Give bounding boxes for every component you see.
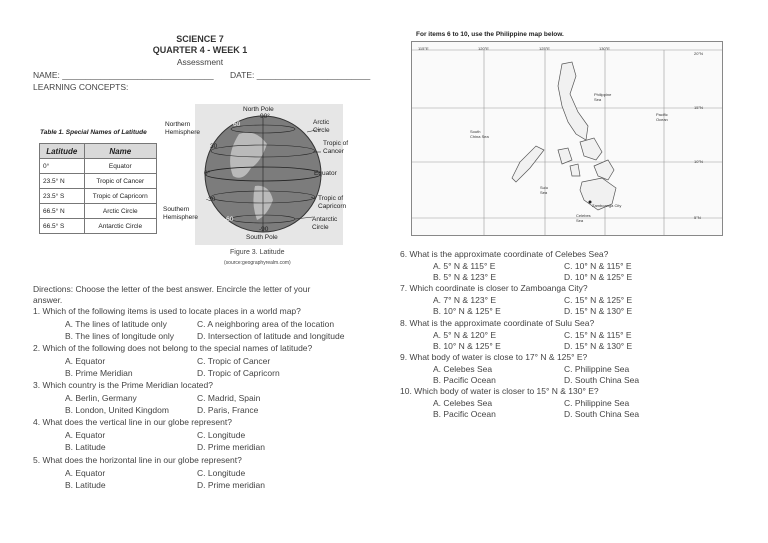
q6-option-d[interactable]: D. 10° N & 125° E (564, 272, 633, 282)
question-5: 5. What does the horizontal line in our globe represent? (33, 455, 242, 465)
q2-option-c[interactable]: C. Tropic of Cancer (197, 356, 271, 366)
table-row (40, 189, 157, 204)
table-row (40, 159, 157, 174)
questions-left (33, 306, 373, 496)
latitude-table (39, 143, 157, 234)
tropic-of-capricorn-label: Tropic of Capricorn (318, 195, 347, 210)
question-9: 9. What body of water is close to 17° N & 125° E? (400, 352, 588, 362)
table-cell: Arctic Circle (84, 204, 156, 219)
table-cell: Tropic of Capricorn (84, 189, 156, 204)
q8-option-c[interactable]: C. 15° N & 115° E (564, 330, 632, 340)
q9-option-b[interactable]: B. Pacific Ocean (433, 375, 496, 385)
degree-60-label: 60 (233, 121, 241, 128)
q10-option-d[interactable]: D. South China Sea (564, 409, 640, 419)
table-caption: Table 1. Special Names of Latitude (40, 129, 147, 136)
celebes-sea-label: Celebes Sea (576, 213, 591, 223)
q1-option-d[interactable]: D. Intersection of latitude and longitude (197, 331, 345, 341)
q1-option-a[interactable]: A. The lines of latitude only (65, 319, 167, 329)
north-degree-label: 90° (260, 113, 270, 120)
q4-option-d[interactable]: D. Prime meridian (197, 442, 266, 452)
table-row (40, 219, 157, 234)
north-pole-label: North Pole (243, 106, 274, 113)
q10-option-a[interactable]: A. Celebes Sea (433, 398, 493, 408)
table-cell: Equator (84, 159, 156, 174)
degree-30-label: 30 (210, 143, 218, 150)
q7-option-d[interactable]: D. 15° N & 130° E (564, 306, 633, 316)
sulu-sea-label: Sulu Sea (540, 185, 549, 195)
lat-label-10: 10°N (694, 159, 703, 164)
table-header-name: Name (84, 144, 156, 159)
q1-option-c[interactable]: C. A neighboring area of the location (197, 319, 335, 329)
q2-option-d[interactable]: D. Tropic of Capricorn (197, 368, 280, 378)
question-10: 10. Which body of water is closer to 15° N & 130° E? (400, 386, 599, 396)
lon-label-115: 115°E (418, 46, 429, 51)
q9-option-d[interactable]: D. South China Sea (564, 375, 640, 385)
degree-minus-30-label: -30 (206, 196, 216, 203)
lat-label-20: 20°N (694, 51, 703, 56)
q7-option-a[interactable]: A. 7° N & 123° E (433, 295, 497, 305)
pacific-ocean-label: Pacific Ocean (656, 112, 668, 122)
q4-option-b[interactable]: B. Latitude (65, 442, 106, 452)
q7-option-c[interactable]: C. 15° N & 125° E (564, 295, 633, 305)
table-header-latitude: Latitude (40, 144, 85, 159)
tropic-of-cancer-label: Tropic of Cancer (323, 140, 349, 155)
q8-option-d[interactable]: D. 15° N & 130° E (564, 341, 633, 351)
question-7: 7. Which coordinate is closer to Zamboanga City? (400, 283, 588, 293)
question-6: 6. What is the approximate coordinate of Celebes Sea? (400, 249, 609, 259)
q6-option-c[interactable]: C. 10° N & 115° E (564, 261, 632, 271)
figure-source: (source:geographyrealm.com) (224, 260, 291, 266)
table-cell: 0° (40, 159, 85, 174)
q5-option-b[interactable]: B. Latitude (65, 480, 106, 490)
southern-hemisphere-label: Southern Hemisphere (163, 206, 199, 221)
arctic-circle-label: Arctic Circle (313, 119, 330, 134)
table-cell: 23.5° S (40, 189, 85, 204)
q4-option-a[interactable]: A. Equator (65, 430, 106, 440)
antarctic-circle-label: Antarctic Circle (312, 216, 338, 231)
table-row (40, 204, 157, 219)
question-4: 4. What does the vertical line in our globe represent? (33, 417, 232, 427)
q3-option-c[interactable]: C. Madrid, Spain (197, 393, 261, 403)
q5-option-a[interactable]: A. Equator (65, 468, 106, 478)
degree-0-label: 0° (204, 170, 211, 177)
question-2: 2. Which of the following does not belong to the special names of latitude? (33, 343, 313, 353)
degree-minus-60-label: -60 (224, 216, 234, 223)
lat-label-15: 15°N (694, 105, 703, 110)
map-instruction: For items 6 to 10, use the Philippine map below. (416, 31, 564, 38)
philippine-map (411, 41, 723, 236)
q10-option-c[interactable]: C. Philippine Sea (564, 398, 630, 408)
figure-caption: Figure 3. Latitude (230, 249, 285, 256)
northern-hemisphere-label: Northern Hemisphere (165, 121, 201, 136)
lon-label-130: 130°E (599, 46, 610, 51)
q5-option-d[interactable]: D. Prime meridian (197, 480, 266, 490)
name-field[interactable]: NAME: ________________________________ (33, 70, 214, 80)
assessment-label: Assessment (176, 57, 224, 67)
lon-label-125: 125°E (539, 46, 550, 51)
map-graphic (412, 42, 722, 235)
q6-option-a[interactable]: A. 5° N & 115° E (433, 261, 496, 271)
learning-concepts-label: LEARNING CONCEPTS: (33, 82, 129, 92)
q2-option-b[interactable]: B. Prime Meridian (65, 368, 133, 378)
table-cell: 23.5° N (40, 174, 85, 189)
q3-option-d[interactable]: D. Paris, France (197, 405, 259, 415)
south-pole-label: South Pole (246, 234, 278, 241)
q5-option-c[interactable]: C. Longitude (197, 468, 246, 478)
q3-option-a[interactable]: A. Berlin, Germany (65, 393, 137, 403)
quarter-label: QUARTER 4 - WEEK 1 (152, 45, 248, 55)
q2-option-a[interactable]: A. Equator (65, 356, 106, 366)
south-china-sea-label: South China Sea (470, 129, 489, 139)
table-cell: 66.5° N (40, 204, 85, 219)
lat-label-5: 5°N (694, 215, 701, 220)
table-row (40, 174, 157, 189)
zamboanga-city-label: Zamboanga City (592, 203, 622, 208)
document-title: SCIENCE 7 (176, 34, 224, 44)
question-1: 1. Which of the following items is used to locate places in a world map? (33, 306, 301, 316)
table-cell: Tropic of Cancer (84, 174, 156, 189)
q7-option-b[interactable]: B. 10° N & 125° E (433, 306, 501, 316)
q6-option-b[interactable]: B. 5° N & 123° E (433, 272, 497, 282)
q8-option-a[interactable]: A. 5° N & 120° E (433, 330, 497, 340)
q9-option-a[interactable]: A. Celebes Sea (433, 364, 493, 374)
lon-label-120: 120°E (478, 46, 489, 51)
table-cell: Antarctic Circle (84, 219, 156, 234)
q9-option-c[interactable]: C. Philippine Sea (564, 364, 630, 374)
question-8: 8. What is the approximate coordinate of Sulu Sea? (400, 318, 595, 328)
q4-option-c[interactable]: C. Longitude (197, 430, 246, 440)
question-3: 3. Which country is the Prime Meridian located? (33, 380, 213, 390)
questions-right (400, 249, 720, 424)
equator-label: Equator (314, 170, 337, 177)
q10-option-b[interactable]: B. Pacific Ocean (433, 409, 496, 419)
south-degree-label: -90 (259, 226, 269, 233)
table-cell: 66.5° S (40, 219, 85, 234)
directions-text: Directions: Choose the letter of the best answer. Encircle the letter of your answer. (33, 284, 311, 306)
q3-option-b[interactable]: B. London, United Kingdom (65, 405, 169, 415)
philippine-sea-label: Philippine Sea (594, 92, 612, 102)
q1-option-b[interactable]: B. The lines of longitude only (65, 331, 174, 341)
q8-option-b[interactable]: B. 10° N & 125° E (433, 341, 501, 351)
date-field[interactable]: DATE: ________________________ (230, 70, 371, 80)
